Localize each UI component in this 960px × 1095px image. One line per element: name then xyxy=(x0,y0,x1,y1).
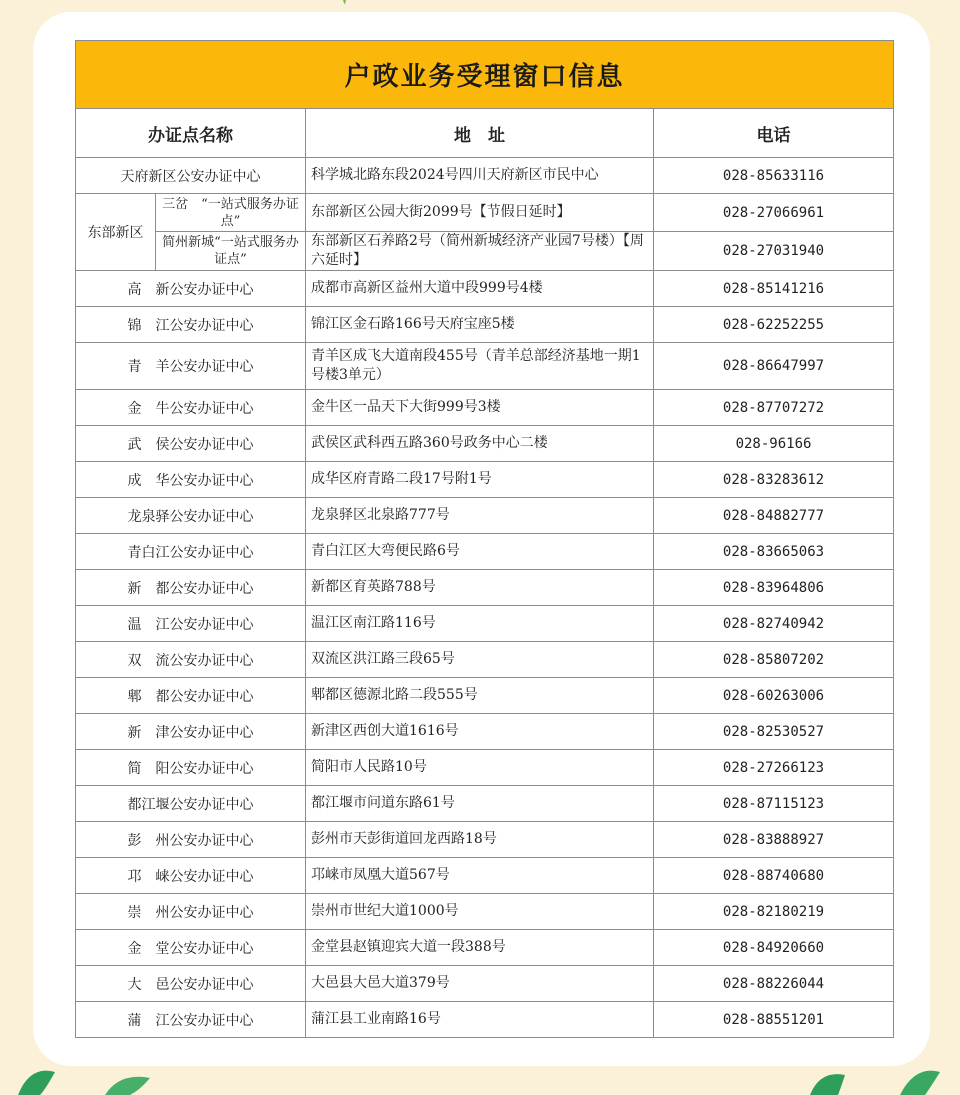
office-phone: 028-82740942 xyxy=(654,606,894,642)
office-info-table xyxy=(75,40,894,1038)
office-address: 成都市高新区益州大道中段999号4楼 xyxy=(306,271,654,307)
table-row xyxy=(76,606,894,642)
office-name: 三岔 “一站式服务办证点” xyxy=(156,194,306,232)
office-address: 科学城北路东段2024号四川天府新区市民中心 xyxy=(306,158,654,194)
office-address: 邛崃市凤凰大道567号 xyxy=(306,858,654,894)
office-phone: 028-88740680 xyxy=(654,858,894,894)
table-row xyxy=(76,158,894,194)
office-address: 东部新区公园大街2099号【节假日延时】 xyxy=(306,194,654,232)
office-address: 温江区南江路116号 xyxy=(306,606,654,642)
office-name: 青 羊公安办证中心 xyxy=(76,343,306,390)
office-name: 大 邑公安办证中心 xyxy=(76,966,306,1002)
office-address: 青羊区成飞大道南段455号（青羊总部经济基地一期1号楼3单元） xyxy=(306,343,654,390)
table-row xyxy=(76,232,894,271)
office-phone: 028-60263006 xyxy=(654,678,894,714)
office-phone: 028-83964806 xyxy=(654,570,894,606)
office-address: 彭州市天彭街道回龙西路18号 xyxy=(306,822,654,858)
office-phone: 028-27066961 xyxy=(654,194,894,232)
office-name: 蒲 江公安办证中心 xyxy=(76,1002,306,1038)
office-phone: 028-96166 xyxy=(654,426,894,462)
office-address: 双流区洪江路三段65号 xyxy=(306,642,654,678)
office-address: 郫都区德源北路二段555号 xyxy=(306,678,654,714)
office-phone: 028-83283612 xyxy=(654,462,894,498)
office-address: 新都区育英路788号 xyxy=(306,570,654,606)
office-address: 金牛区一品天下大街999号3楼 xyxy=(306,390,654,426)
office-address: 锦江区金石路166号天府宝座5楼 xyxy=(306,307,654,343)
office-phone: 028-83665063 xyxy=(654,534,894,570)
office-phone: 028-85807202 xyxy=(654,642,894,678)
district-label: 东部新区 xyxy=(76,194,156,271)
office-phone: 028-88226044 xyxy=(654,966,894,1002)
table-row xyxy=(76,534,894,570)
table-row xyxy=(76,1002,894,1038)
office-phone: 028-87707272 xyxy=(654,390,894,426)
office-phone: 028-88551201 xyxy=(654,1002,894,1038)
office-phone: 028-87115123 xyxy=(654,786,894,822)
office-address: 蒲江县工业南路16号 xyxy=(306,1002,654,1038)
table-row xyxy=(76,858,894,894)
table-row xyxy=(76,822,894,858)
header-phone: 电话 xyxy=(654,109,894,158)
office-name: 金 堂公安办证中心 xyxy=(76,930,306,966)
office-phone: 028-84920660 xyxy=(654,930,894,966)
table-row xyxy=(76,498,894,534)
office-name: 彭 州公安办证中心 xyxy=(76,822,306,858)
office-name: 简州新城“一站式服务办证点” xyxy=(156,232,306,271)
table-row xyxy=(76,750,894,786)
office-name: 温 江公安办证中心 xyxy=(76,606,306,642)
table-row xyxy=(76,894,894,930)
office-address: 金堂县赵镇迎宾大道一段388号 xyxy=(306,930,654,966)
table-row xyxy=(76,642,894,678)
office-name: 天府新区公安办证中心 xyxy=(76,158,306,194)
table-title: 户政业务受理窗口信息 xyxy=(76,41,894,109)
office-address: 东部新区石养路2号（简州新城经济产业园7号楼）【周六延时】 xyxy=(306,232,654,271)
office-address: 都江堰市问道东路61号 xyxy=(306,786,654,822)
office-address: 新津区西创大道1616号 xyxy=(306,714,654,750)
office-address: 崇州市世纪大道1000号 xyxy=(306,894,654,930)
office-phone: 028-86647997 xyxy=(654,343,894,390)
office-address: 龙泉驿区北泉路777号 xyxy=(306,498,654,534)
header-address: 地 址 xyxy=(306,109,654,158)
office-name: 武 侯公安办证中心 xyxy=(76,426,306,462)
office-address: 武侯区武科西五路360号政务中心二楼 xyxy=(306,426,654,462)
table-row xyxy=(76,307,894,343)
office-name: 新 津公安办证中心 xyxy=(76,714,306,750)
table-row xyxy=(76,966,894,1002)
office-name: 成 华公安办证中心 xyxy=(76,462,306,498)
office-phone: 028-82530527 xyxy=(654,714,894,750)
table-row xyxy=(76,678,894,714)
office-phone: 028-85141216 xyxy=(654,271,894,307)
table-row xyxy=(76,714,894,750)
office-name: 简 阳公安办证中心 xyxy=(76,750,306,786)
office-name: 邛 崃公安办证中心 xyxy=(76,858,306,894)
office-name: 崇 州公安办证中心 xyxy=(76,894,306,930)
table-row xyxy=(76,390,894,426)
office-address: 青白江区大弯便民路6号 xyxy=(306,534,654,570)
office-name: 双 流公安办证中心 xyxy=(76,642,306,678)
table-row xyxy=(76,786,894,822)
office-phone: 028-27031940 xyxy=(654,232,894,271)
table-row xyxy=(76,462,894,498)
office-name: 龙泉驿公安办证中心 xyxy=(76,498,306,534)
office-name: 新 都公安办证中心 xyxy=(76,570,306,606)
office-phone: 028-27266123 xyxy=(654,750,894,786)
header-name: 办证点名称 xyxy=(76,109,306,158)
office-address: 成华区府青路二段17号附1号 xyxy=(306,462,654,498)
office-name: 锦 江公安办证中心 xyxy=(76,307,306,343)
office-address: 大邑县大邑大道379号 xyxy=(306,966,654,1002)
office-phone: 028-85633116 xyxy=(654,158,894,194)
table-row xyxy=(76,194,894,232)
office-name: 都江堰公安办证中心 xyxy=(76,786,306,822)
office-phone: 028-62252255 xyxy=(654,307,894,343)
office-name: 青白江公安办证中心 xyxy=(76,534,306,570)
office-name: 高 新公安办证中心 xyxy=(76,271,306,307)
office-phone: 028-83888927 xyxy=(654,822,894,858)
table-row xyxy=(76,426,894,462)
office-phone: 028-82180219 xyxy=(654,894,894,930)
office-phone: 028-84882777 xyxy=(654,498,894,534)
office-address: 简阳市人民路10号 xyxy=(306,750,654,786)
table-row xyxy=(76,930,894,966)
table-row xyxy=(76,343,894,390)
table-row xyxy=(76,271,894,307)
table-row xyxy=(76,570,894,606)
office-name: 郫 都公安办证中心 xyxy=(76,678,306,714)
office-name: 金 牛公安办证中心 xyxy=(76,390,306,426)
